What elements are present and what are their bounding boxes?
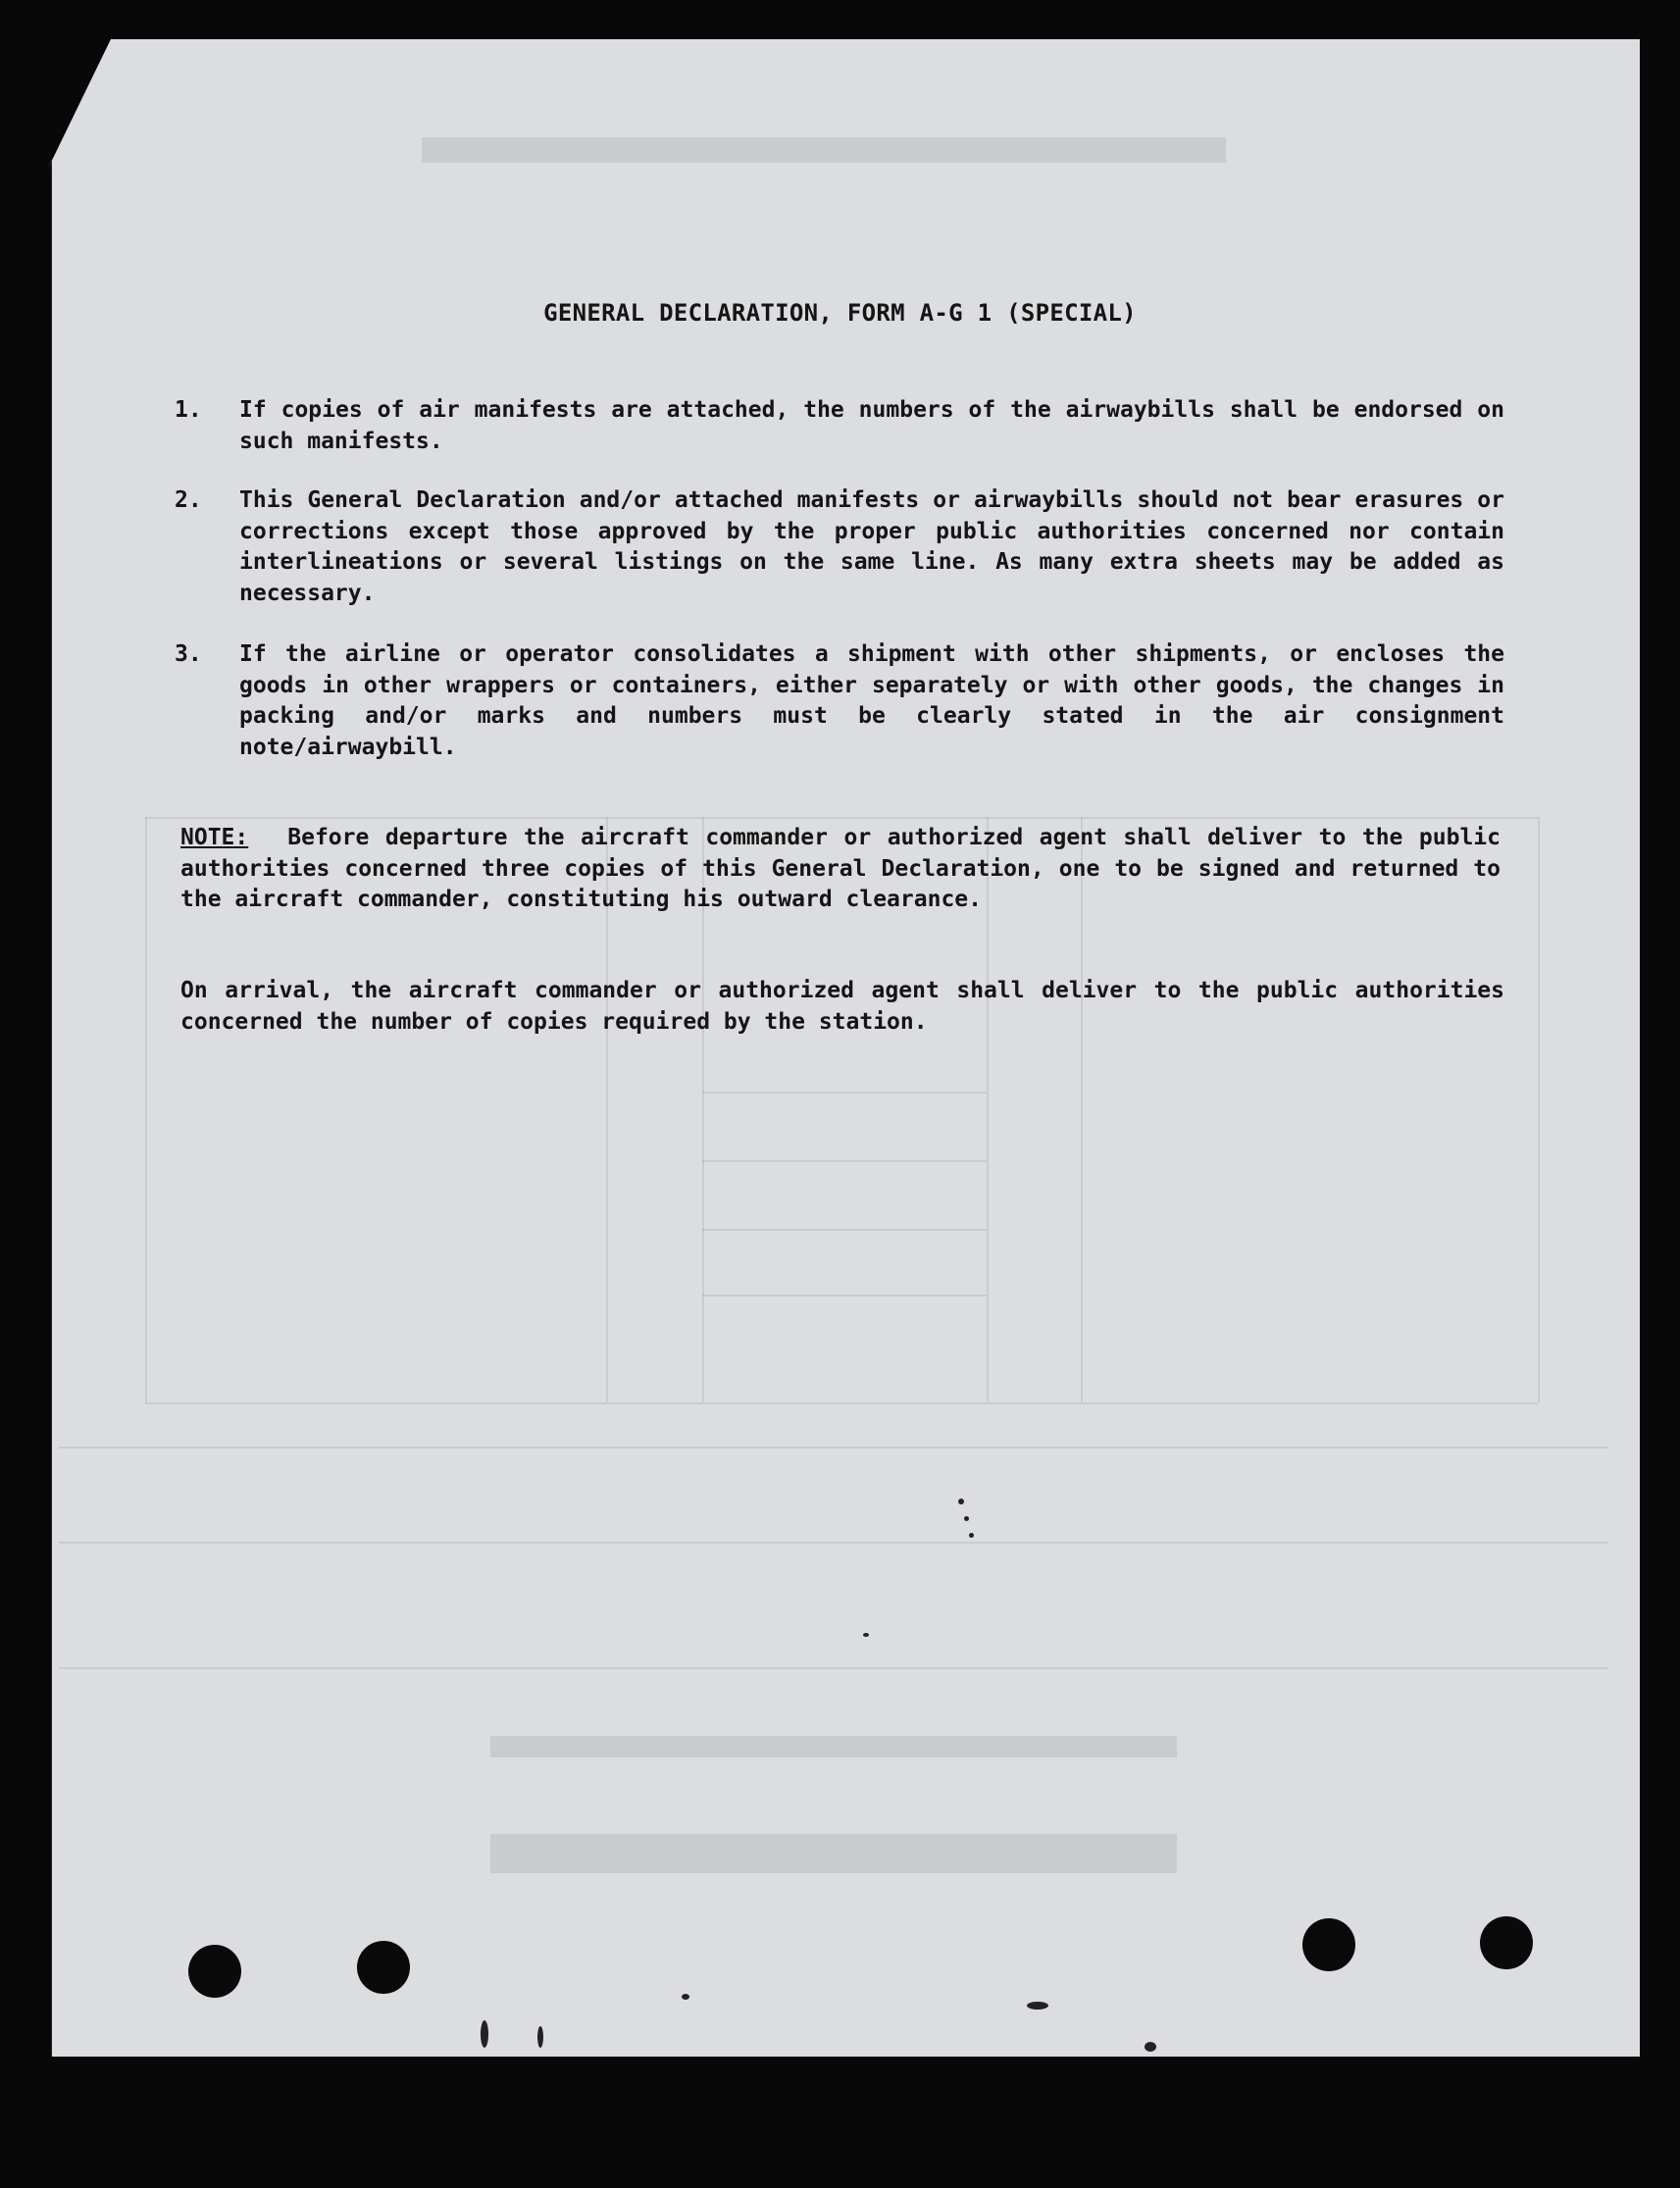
punch-hole: [357, 1941, 410, 1994]
punch-hole: [1302, 1918, 1355, 1971]
item-text: If copies of air manifests are attached, the numbers of the airwaybills shall be endorsed on such manifests.: [239, 397, 1504, 454]
list-item: [175, 395, 1504, 457]
punch-hole: [1480, 1916, 1533, 1969]
item-number: 3.: [175, 641, 202, 667]
item-number: 2.: [175, 487, 202, 513]
item-number: 1.: [175, 397, 202, 423]
list-item: [175, 639, 1504, 763]
arrival-paragraph: On arrival, the aircraft commander or authorized agent shall deliver to the public authorities concerned the number of copies required by the station.: [180, 978, 1504, 1035]
list-item: [175, 485, 1504, 609]
item-text: This General Declaration and/or attached manifests or airwaybills should not bear erasures or corrections except those approved by the proper public authorities concerned nor contain interlineations or several listings on the same line. As many extra sheets may be added as necessary.: [239, 487, 1504, 606]
note-text: Before departure the aircraft commander or authorized agent shall deliver to the public authorities concerned three copies of this General Declaration, one to be signed and returned to the aircraft commander, constituting his outward clearance.: [180, 825, 1501, 912]
note-paragraph: [180, 823, 1501, 916]
page-title: GENERAL DECLARATION, FORM A-G 1 (SPECIAL): [543, 299, 1137, 327]
note-label: NOTE:: [180, 825, 249, 850]
punch-hole: [188, 1945, 241, 1998]
item-text: If the airline or operator consolidates a shipment with other shipments, or encloses the goods in other wrappers or containers, either separately or with other goods, the changes in packing and/or marks and numbers must be clearly stated in the air consignment note/airwaybill.: [239, 641, 1504, 760]
